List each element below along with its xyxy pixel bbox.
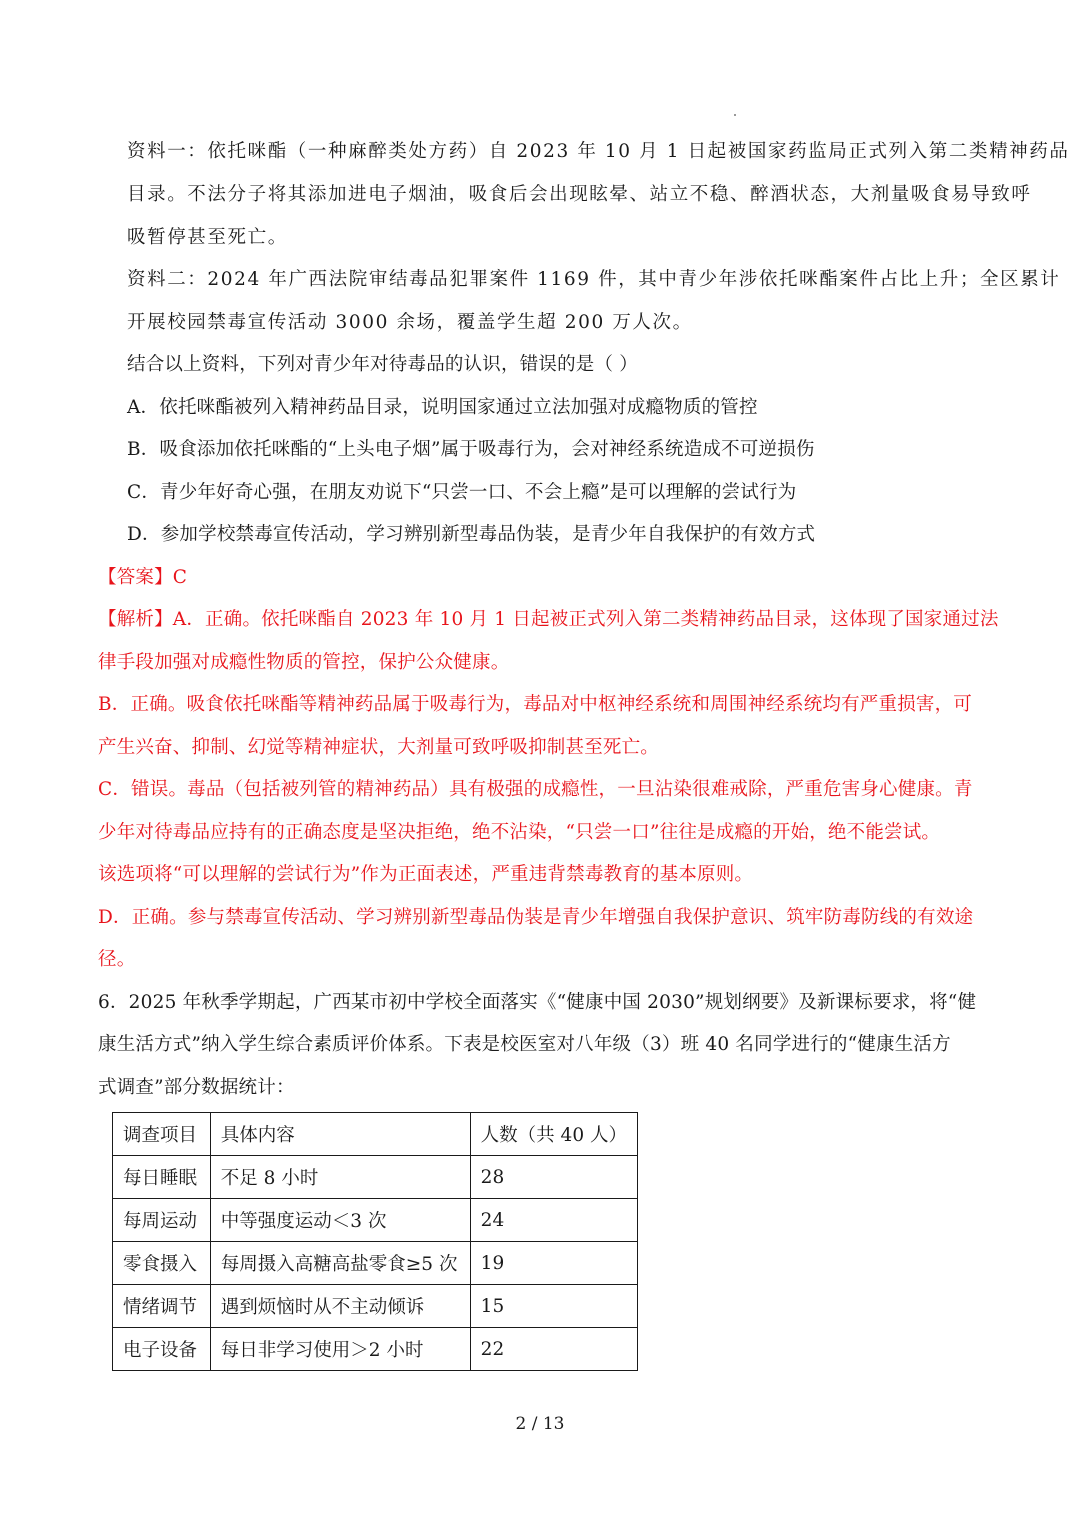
option-c: C．青少年好奇心强，在朋友劝说下“只尝一口、不会上瘾”是可以理解的尝试行为 xyxy=(127,482,797,503)
question6-line-3: 式调查”部分数据统计： xyxy=(98,1077,295,1098)
header-cell: 调查项目 xyxy=(113,1113,211,1156)
answer-label: 【答案】C xyxy=(98,567,188,588)
question6-line-2: 康生活方式”纳入学生综合素质评价体系。下表是校医室对八年级（3）班 40 名同学进行的“健康生活方 xyxy=(98,1034,951,1055)
scan-speck xyxy=(734,114,736,116)
material-one-line-3: 吸暂停甚至死亡。 xyxy=(127,227,288,248)
table-cell: 每日睡眠 xyxy=(113,1156,211,1199)
analysis-line-3: B．正确。吸食依托咪酯等精神药品属于吸毒行为，毒品对中枢神经系统和周围神经系统均有严重损害，可 xyxy=(98,694,972,715)
table-cell: 22 xyxy=(470,1328,637,1371)
table-cell: 24 xyxy=(470,1199,637,1242)
table-cell: 每周摄入高糖高盐零食≥5 次 xyxy=(210,1242,470,1285)
table-header-row xyxy=(113,1113,638,1156)
table-row xyxy=(113,1328,638,1371)
option-b: B．吸食添加依托咪酯的“上头电子烟”属于吸毒行为，会对神经系统造成不可逆损伤 xyxy=(127,439,815,460)
table-row xyxy=(113,1242,638,1285)
analysis-line-4: 产生兴奋、抑制、幻觉等精神症状，大剂量可致呼吸抑制甚至死亡。 xyxy=(98,737,660,758)
table-cell: 不足 8 小时 xyxy=(210,1156,470,1199)
analysis-line-2: 律手段加强对成瘾性物质的管控，保护公众健康。 xyxy=(98,652,510,673)
question-stem: 结合以上资料，下列对青少年对待毒品的认识，错误的是（ ） xyxy=(127,354,638,375)
material-two-line-1: 资料二：2024 年广西法院审结毒品犯罪案件 1169 件，其中青少年涉依托咪酯案件占比上升；全区累计 xyxy=(127,269,1061,290)
table-cell: 电子设备 xyxy=(113,1328,211,1371)
question6-line-1: 6．2025 年秋季学期起，广西某市初中学校全面落实《“健康中国 2030”规划纲要》及新课标要求，将“健 xyxy=(98,992,977,1013)
option-a: A．依托咪酯被列入精神药品目录，说明国家通过立法加强对成瘾物质的管控 xyxy=(127,397,758,418)
header-cell: 人数（共 40 人） xyxy=(470,1113,637,1156)
analysis-line-9: 径。 xyxy=(98,949,136,970)
material-one-line-2: 目录。不法分子将其添加进电子烟油，吸食后会出现眩晕、站立不稳、醉酒状态，大剂量吸食易导致呼 xyxy=(127,184,1032,205)
analysis-line-1: 【解析】A．正确。依托咪酯自 2023 年 10 月 1 日起被正式列入第二类精神药品目录，这体现了国家通过法 xyxy=(98,609,999,630)
analysis-line-6: 少年对待毒品应持有的正确态度是坚决拒绝，绝不沾染，“只尝一口”往往是成瘾的开始，绝不能尝试。 xyxy=(98,822,941,843)
table-cell: 每周运动 xyxy=(113,1199,211,1242)
analysis-line-7: 该选项将“可以理解的尝试行为”作为正面表述，严重违背禁毒教育的基本原则。 xyxy=(98,864,754,885)
table-cell: 遇到烦恼时从不主动倾诉 xyxy=(210,1285,470,1328)
survey-table xyxy=(112,1112,638,1371)
table-cell: 零食摄入 xyxy=(113,1242,211,1285)
table-cell: 中等强度运动＜3 次 xyxy=(210,1199,470,1242)
table-cell: 28 xyxy=(470,1156,637,1199)
table-row xyxy=(113,1199,638,1242)
table-row xyxy=(113,1285,638,1328)
material-two-line-2: 开展校园禁毒宣传活动 3000 余场，覆盖学生超 200 万人次。 xyxy=(127,312,693,333)
table-cell: 情绪调节 xyxy=(113,1285,211,1328)
analysis-line-8: D．正确。参与禁毒宣传活动、学习辨别新型毒品伪装是青少年增强自我保护意识、筑牢防毒防线的有效途 xyxy=(98,907,974,928)
table-row xyxy=(113,1156,638,1199)
material-one-line-1: 资料一：依托咪酯（一种麻醉类处方药）自 2023 年 10 月 1 日起被国家药监局正式列入第二类精神药品 xyxy=(127,141,1070,162)
header-cell: 具体内容 xyxy=(210,1113,470,1156)
table-cell: 每日非学习使用＞2 小时 xyxy=(210,1328,470,1371)
analysis-line-5: C．错误。毒品（包括被列管的精神药品）具有极强的成瘾性，一旦沾染很难戒除，严重危害身心健康。青 xyxy=(98,779,973,800)
table-cell: 19 xyxy=(470,1242,637,1285)
page-number: 2 / 13 xyxy=(515,1414,565,1434)
table-cell: 15 xyxy=(470,1285,637,1328)
option-d: D．参加学校禁毒宣传活动，学习辨别新型毒品伪装，是青少年自我保护的有效方式 xyxy=(127,524,816,545)
